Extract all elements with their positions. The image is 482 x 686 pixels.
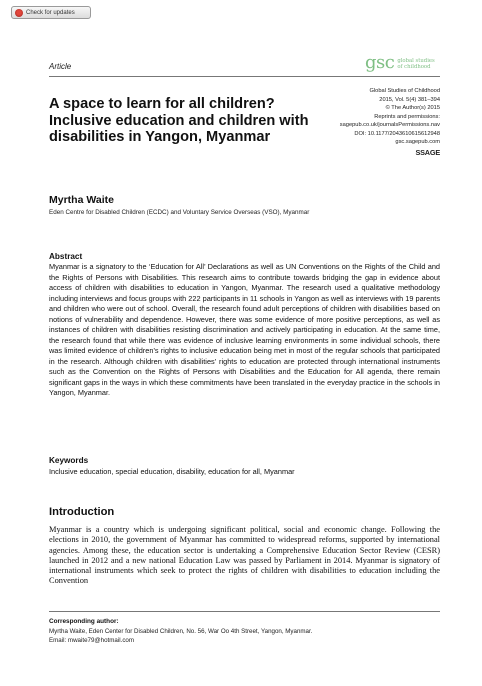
journal-name: Global Studies of Childhood (369, 88, 440, 94)
introduction-body: Myanmar is a country which is undergoing significant political, social and economic change. Following the elections in 2010, the government of Myanmar has committed to widespread reforms, supported by international agencies. Among these, the education sector is undertaking a Comprehensive Education Sector Review (CESR) launched in 2012 and a new national Education Law was passed by Parliament in 2014. Myanmar is signatory of international instruments which seek to protect the rights of children with disabilities to education including the Convention (49, 525, 440, 586)
header-rule (49, 76, 440, 77)
journal-logo (365, 54, 441, 72)
keywords-list: Inclusive education, special education, disability, education for all, Myanmar (49, 467, 295, 476)
check-for-updates-button[interactable] (11, 6, 91, 19)
article-type-label: Article (49, 62, 72, 71)
journal-info (340, 87, 440, 158)
doi-link[interactable]: DOI: 10.1177/2043610615612948 (354, 130, 440, 137)
journal-url-link[interactable]: gsc.sagepub.com (395, 139, 440, 145)
journal-logo-subtitle: global studies of childhood (397, 58, 435, 70)
author-affiliation: Eden Centre for Disabled Children (ECDC) and Voluntary Service Overseas (VSO), Myanmar (49, 209, 310, 216)
check-for-updates-label: Check for updates (26, 9, 75, 16)
corresponding-author-address: Myrtha Waite, Eden Center for Disabled Children, No. 56, War Oo 4th Street, Yangon, Myanmar. (49, 628, 313, 635)
article-title: A space to learn for all children? Inclusive education and children with disabilities in Yangon, Myanmar (49, 96, 309, 145)
sage-logo: SSAGE (415, 147, 440, 157)
abstract-heading: Abstract (49, 252, 83, 261)
introduction-heading: Introduction (49, 506, 115, 518)
footnote-rule (49, 611, 440, 612)
crossmark-icon (15, 9, 23, 17)
keywords-heading: Keywords (49, 456, 89, 465)
author-name: Myrtha Waite (49, 194, 114, 206)
reprints-label: Reprints and permissions: (374, 113, 440, 120)
journal-volume: 2015, Vol. 5(4) 381–394 (379, 96, 440, 103)
journal-logo-mark: gsc (365, 52, 395, 73)
copyright-line: © The Author(s) 2015 (385, 105, 440, 111)
abstract-body: Myanmar is a signatory to the ‘Education for All’ Declarations as well as UN Conventions on the Rights of the Child and the Rights of Persons with Disabilities. This research aims to contribute towards bridging the gap in evidence about access of children with disabilities to education in Yangon, Myanmar. The research used a qualitative methodology including interviews and focus groups with 222 participants in 11 schools in Yangon as well as interviews with 19 parents and children who were out of school. Overall, the research found adult perceptions of children with disabilities based on notions of vulnerability and dependence. However, there was some evidence of more positive perceptions, as well as instances of children with disabilities resisting discrimination and actively participating in education. At the same time, the research found that while there was evidence of inclusive learning environments in some individual schools, there was limited evidence of children’s rights to inclusive education being met in most of the regular schools that participated in the research. Although children with disabilities’ rights to education are protected through international instruments such as the Convention on the Rights of Persons with Disabilities and the Education for All agenda, there remain significant gaps in the ways in which these commitments have been translated in the everyday practice in the schools in Yangon, Myanmar. (49, 262, 440, 397)
corresponding-author-email[interactable]: Email: mwaite79@hotmail.com (49, 637, 135, 644)
corresponding-author-heading: Corresponding author: (49, 618, 119, 625)
permissions-link[interactable]: sagepub.co.uk/journalsPermissions.nav (339, 122, 440, 128)
